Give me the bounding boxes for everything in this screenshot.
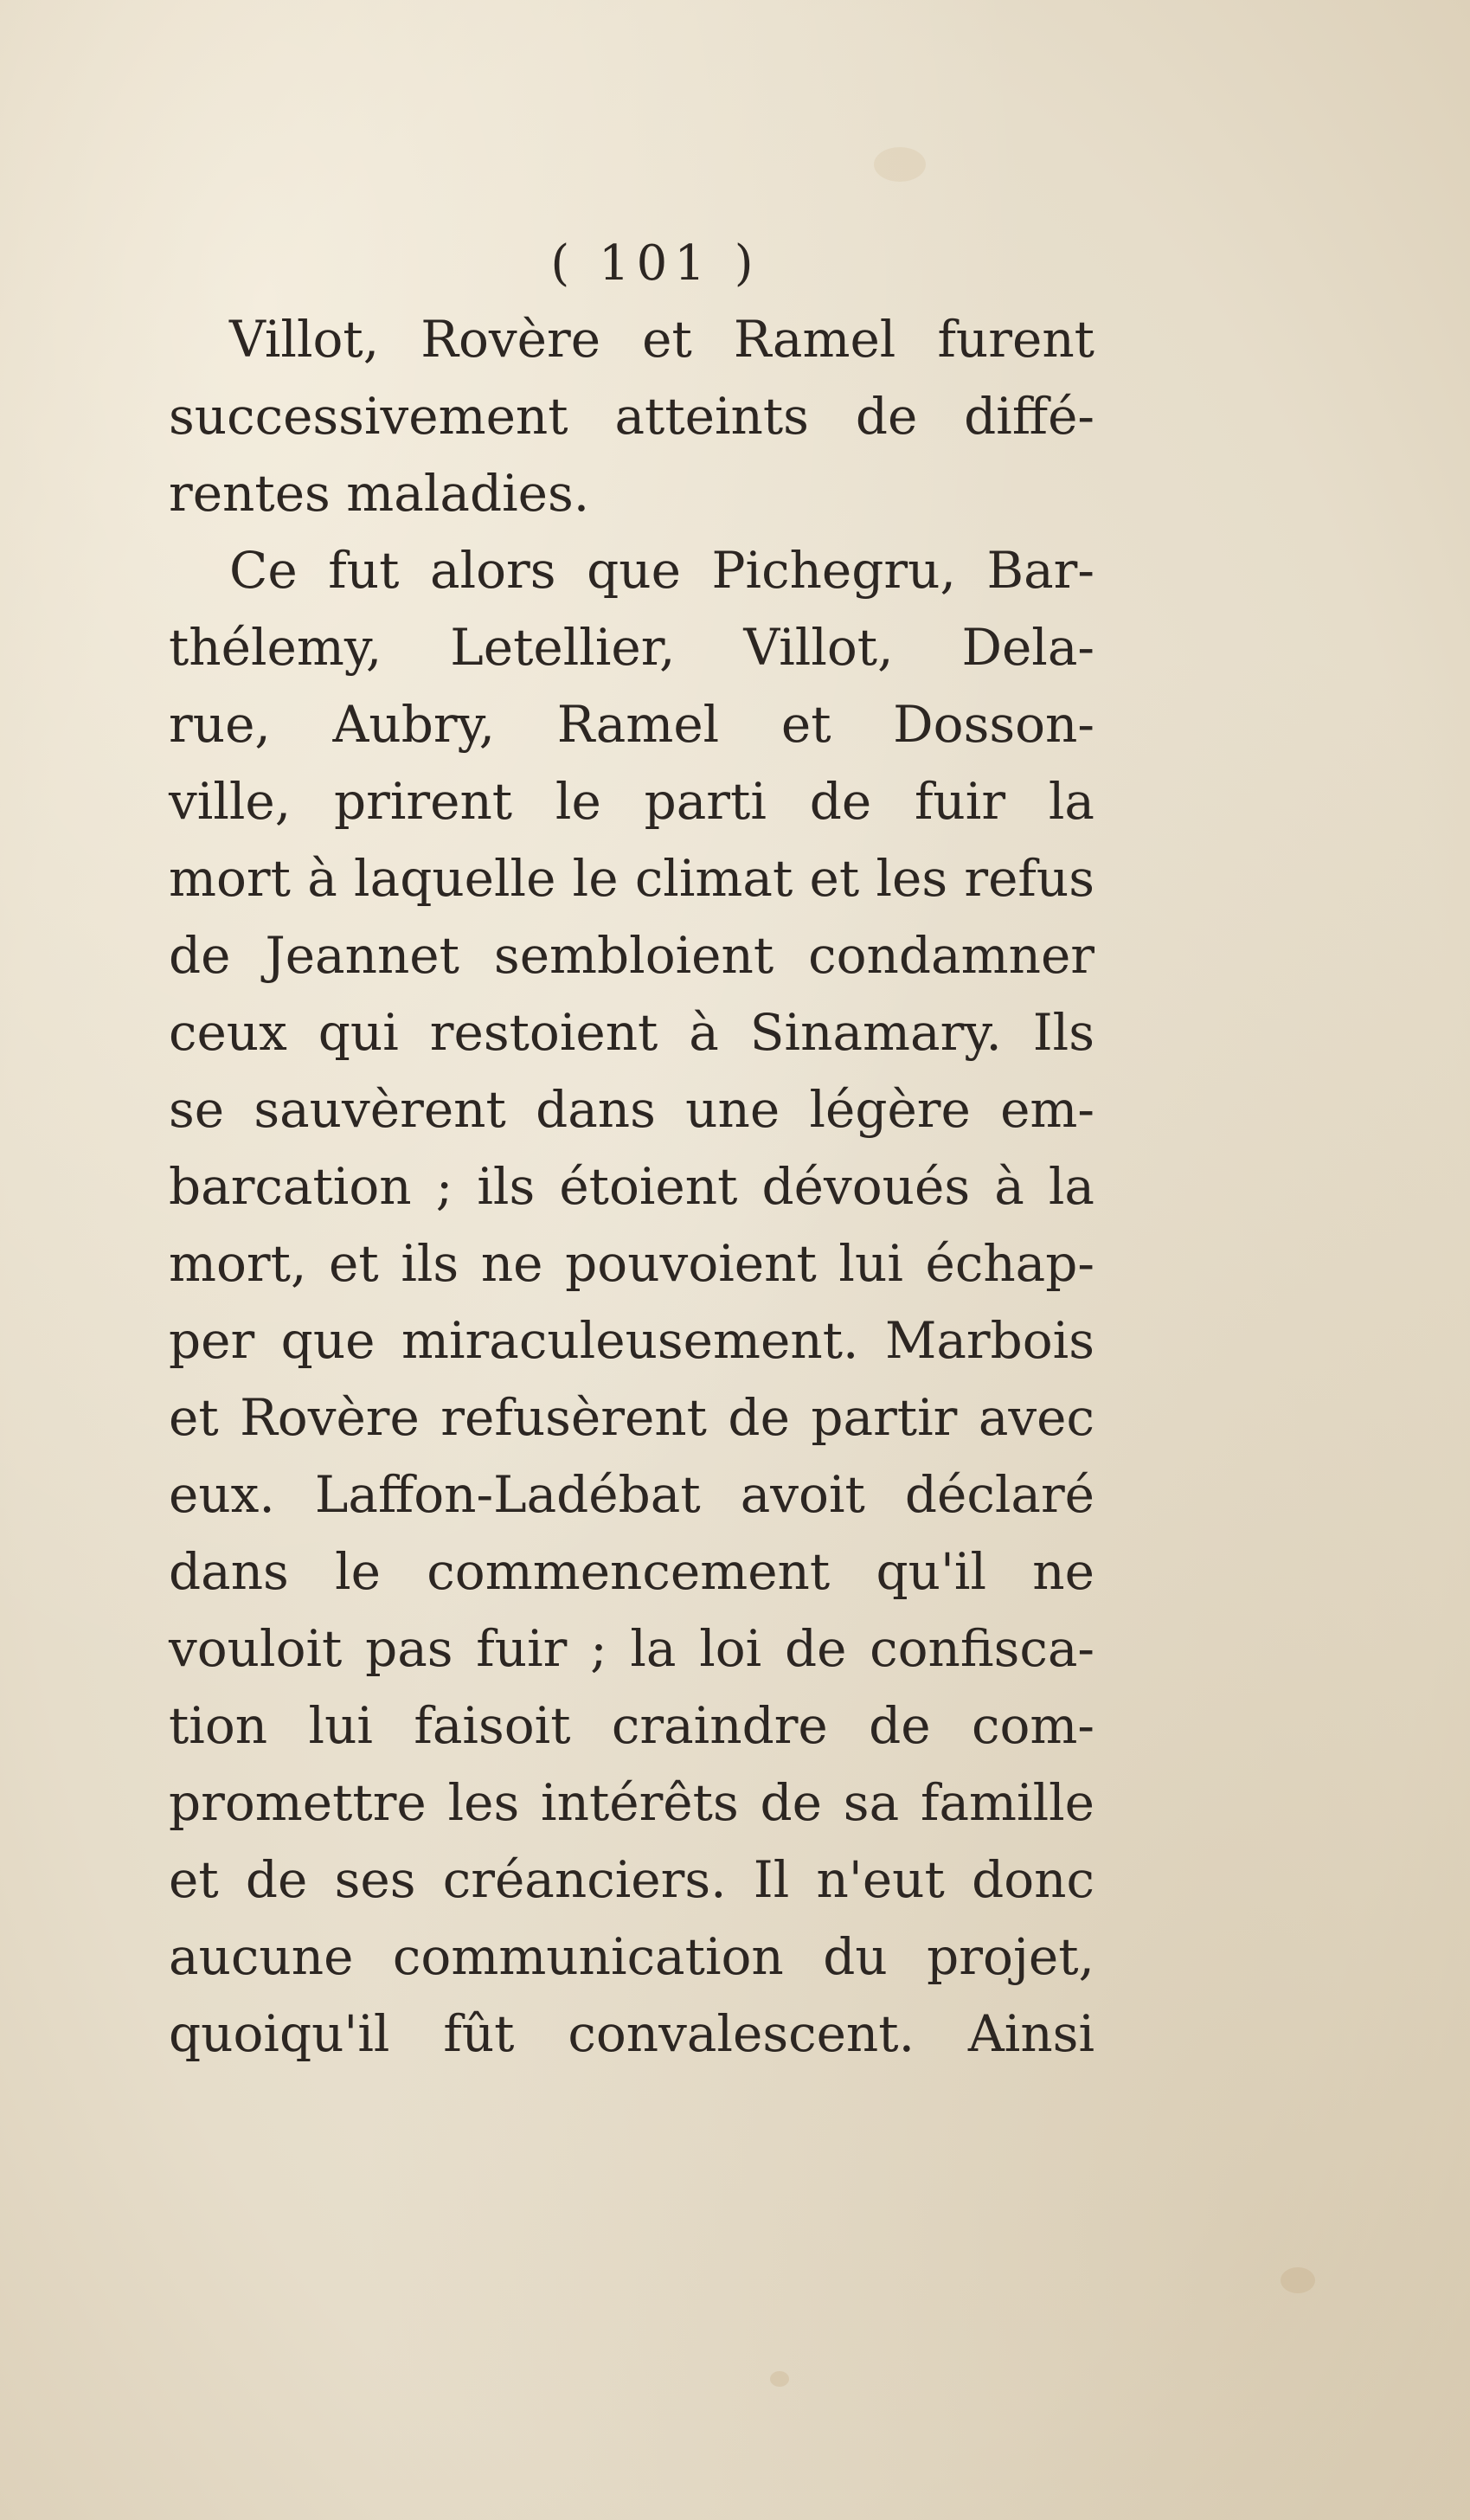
text-line: successivement atteints de diffé- [169,387,1094,446]
page-number: ( 101 ) [550,235,761,292]
text-line: rentes maladies. [169,464,590,523]
text-line: tion lui faisoit craindre de com- [169,1696,1094,1755]
text-line: eux. Laffon-Ladébat avoit déclaré [169,1465,1094,1524]
paper-stain [874,147,926,182]
text-line: aucune communication du projet, [169,1927,1094,1986]
text-line: Villot, Rovère et Ramel furent [229,310,1094,369]
text-line: mort à laquelle le climat et les refus [169,849,1094,908]
text-line: vouloit pas fuir ; la loi de confisca- [169,1619,1094,1678]
text-line: de Jeannet sembloient condamner [169,926,1094,985]
text-line: mort, et ils ne pouvoient lui échap- [169,1234,1094,1293]
text-line: ceux qui restoient à Sinamary. Ils [169,1003,1094,1062]
text-line: dans le commencement qu'il ne [169,1542,1094,1601]
paper-stain [770,2371,789,2387]
text-line: et de ses créanciers. Il n'eut donc [169,1850,1094,1909]
text-line: per que miraculeusement. Marbois [169,1311,1094,1370]
text-line: rue, Aubry, Ramel et Dosson- [169,695,1094,754]
text-line: et Rovère refusèrent de partir avec [169,1388,1094,1447]
text-line: promettre les intérêts de sa famille [169,1773,1094,1832]
text-line: ville, prirent le parti de fuir la [169,772,1094,831]
text-line: thélemy, Letellier, Villot, Dela- [169,618,1094,677]
page-text [169,234,1094,2073]
text-line: barcation ; ils étoient dévoués à la [169,1157,1094,1216]
text-line: Ce fut alors que Pichegru, Bar- [229,541,1094,600]
text-line: se sauvèrent dans une légère em- [169,1080,1094,1139]
paper-stain [1281,2267,1315,2293]
text-line: quoiqu'il fût convalescent. Ainsi [169,2004,1094,2063]
